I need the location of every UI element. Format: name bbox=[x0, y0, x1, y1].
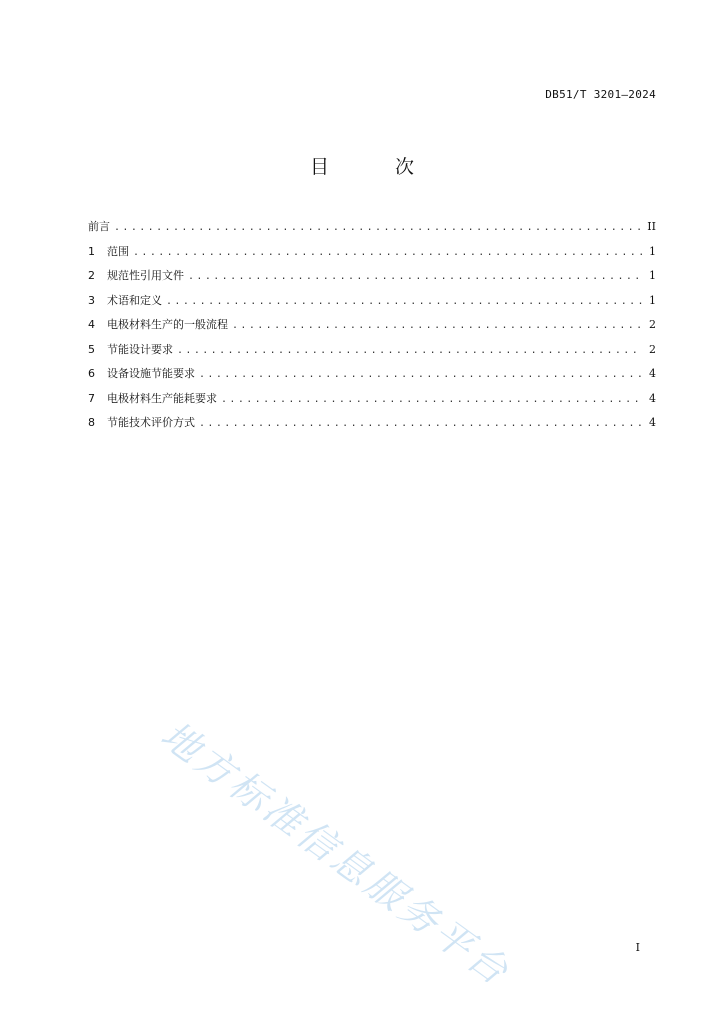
toc-entry-label: 范围 bbox=[107, 244, 129, 258]
toc-dot-leader bbox=[221, 394, 642, 405]
toc-entry-page: 4 bbox=[649, 416, 656, 429]
toc-entry-label: 前言 bbox=[88, 220, 110, 233]
toc-entry-page: 2 bbox=[649, 342, 656, 356]
document-code: DB51/T 3201—2024 bbox=[545, 88, 656, 101]
toc-entry-number: 7 bbox=[88, 391, 95, 405]
toc-entry-number: 3 bbox=[88, 293, 95, 307]
toc-entry-number: 2 bbox=[88, 269, 95, 282]
toc-entry-4[interactable] bbox=[88, 316, 656, 341]
toc-entry-foreword[interactable] bbox=[88, 218, 656, 243]
toc-entry-2[interactable] bbox=[88, 267, 656, 292]
toc-list bbox=[88, 218, 656, 439]
watermark-text: 地方标准信息服务平台 bbox=[153, 712, 519, 996]
toc-entry-label: 规范性引用文件 bbox=[107, 269, 184, 282]
toc-entry-page: 2 bbox=[649, 318, 656, 331]
toc-entry-1[interactable] bbox=[88, 243, 656, 268]
toc-entry-page: 1 bbox=[649, 269, 656, 282]
toc-title: 目 次 bbox=[309, 156, 445, 178]
toc-entry-label: 节能设计要求 bbox=[107, 342, 173, 356]
toc-entry-page: 1 bbox=[649, 293, 656, 307]
toc-dot-leader bbox=[133, 247, 642, 258]
toc-entry-page: II bbox=[647, 220, 656, 233]
toc-dot-leader bbox=[188, 271, 642, 282]
toc-dot-leader bbox=[166, 296, 642, 307]
toc-entry-3[interactable] bbox=[88, 292, 656, 317]
toc-dot-leader bbox=[177, 345, 642, 356]
toc-entry-number: 8 bbox=[88, 416, 95, 429]
toc-entry-8[interactable] bbox=[88, 414, 656, 439]
toc-entry-label: 节能技术评价方式 bbox=[107, 416, 195, 429]
page-number: I bbox=[635, 941, 640, 954]
toc-dot-leader bbox=[232, 320, 642, 331]
toc-entry-label: 术语和定义 bbox=[107, 293, 162, 307]
toc-entry-label: 电极材料生产的一般流程 bbox=[107, 318, 228, 331]
toc-entry-label: 设备设施节能要求 bbox=[107, 367, 195, 380]
toc-entry-number: 6 bbox=[88, 367, 95, 380]
toc-entry-label: 电极材料生产能耗要求 bbox=[107, 391, 217, 405]
toc-dot-leader bbox=[199, 418, 642, 429]
toc-dot-leader bbox=[114, 222, 642, 233]
toc-entry-7[interactable] bbox=[88, 390, 656, 415]
toc-dot-leader bbox=[199, 369, 642, 380]
toc-entry-5[interactable] bbox=[88, 341, 656, 366]
toc-entry-page: 1 bbox=[649, 244, 656, 258]
toc-entry-6[interactable] bbox=[88, 365, 656, 390]
toc-entry-page: 4 bbox=[649, 391, 656, 405]
toc-entry-number: 1 bbox=[88, 244, 95, 258]
toc-entry-page: 4 bbox=[649, 367, 656, 380]
toc-entry-number: 5 bbox=[88, 342, 95, 356]
toc-entry-number: 4 bbox=[88, 318, 95, 331]
